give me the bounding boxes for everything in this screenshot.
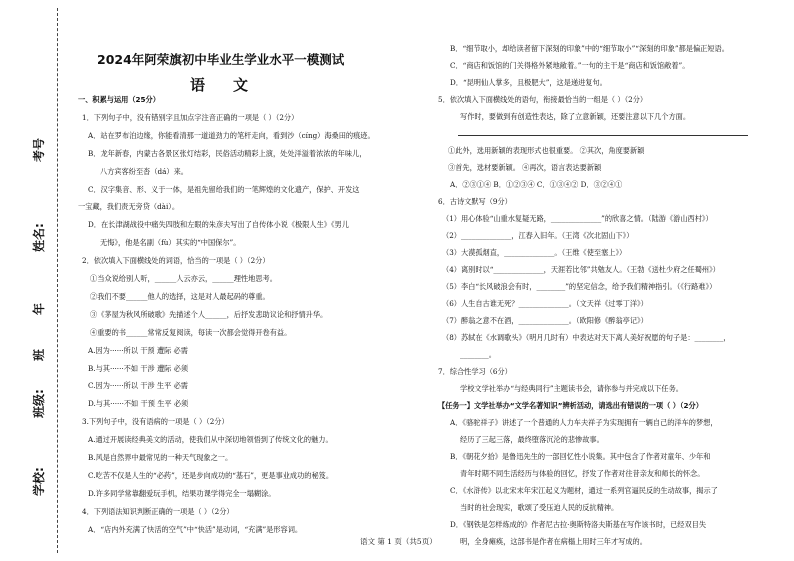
left-line: C.因为······所以 干涉 生平 必需 [88, 381, 188, 391]
left-line: 无悔》，他是名副（fù）其实的“中国保尔”。 [100, 238, 241, 248]
left-line: 1．下列句子中，没有错别字且加点字注音正确的一项是（ ）（2分） [82, 112, 299, 122]
binding-dashed-line [57, 8, 58, 553]
left-line: C.吃苦不仅是人生的“必药”，还是步向成功的“基石”，更是事业成功的秘笈。 [88, 470, 334, 480]
right-line: 当时的社会现实，歌颂了受压迫人民的反抗精神。 [460, 503, 619, 512]
right-line: （7）醉翁之意不在酒，______________。（欧阳修《醉翁亭记》） [442, 316, 648, 325]
left-line: ①当众说给别人听，______人云亦云，______理性地思考。 [90, 274, 277, 283]
right-line: C．“商店和饭馆的门关得格外紧地敞着。”一句的主干是“商店和饭馆敞着”。 [450, 61, 690, 70]
school-label: 学校: [32, 467, 46, 496]
left-line: D．在长津湖战役中痛失四肢和左眼的朱彦夫写出了自传体小说《极限人生》《男儿 [88, 220, 349, 230]
subject-title: 语文 [190, 76, 277, 94]
binding-margin [0, 0, 72, 561]
exam-title: 2024年阿荣旗初中毕业生学业水平一模测试 [97, 52, 345, 67]
left-line: A.通过开展读经典美文的活动，使我们从中深切地领悟到了传统文化的魅力。 [88, 435, 333, 445]
right-line: （1）用心体验“山重水复疑无路，______________”的欣喜之情。（陆游《游山西村》） [442, 214, 713, 223]
left-line: 2．依次填入下面横线处的词语，恰当的一项是（ ）（2分） [82, 256, 270, 266]
right-line: 5．依次填入下面横线处的语句，衔接最恰当的一组是（ ）（2分） [438, 95, 648, 104]
left-line: B.与其······不如 干涉 遭际 必须 [88, 363, 189, 373]
right-line: （8）苏轼在《水调歌头》（明月几时有）中表达对天下离人美好祝愿的句子是：________， [442, 333, 731, 342]
left-line: D.与其······不如 干预 生平 必须 [88, 399, 189, 409]
right-line: D．“昆明仙人掌多，且极肥大”，这是递进复句。 [450, 78, 607, 87]
left-line: ④重要的书______常常反复阅读，每读一次都会觉得开卷有益。 [90, 327, 292, 337]
right-line: （2）______________，江春入旧年。（王湾《次北固山下》） [442, 231, 634, 240]
right-line: D．《钢铁是怎样炼成的》作者尼古拉·奥斯特洛夫斯基在写作该书时，已经双目失 [450, 520, 707, 529]
left-line: ②我们不要______他人的选择，这是对人最起码的尊重。 [90, 291, 270, 301]
right-line: C．《水浒传》以北宋末年宋江起义为题材，通过一系列官逼民反的生动故事，揭示了 [450, 486, 718, 495]
left-line: 4．下列语法知识判断正确的一项是（ ）（2分） [82, 506, 234, 516]
right-line: B．《朝花夕拾》是鲁迅先生的一部回忆性小说集。其中包含了作者对童年、少年和 [450, 452, 711, 461]
page-footer: 语文 第 1 页（共5页） [360, 537, 437, 546]
left-line: C．汉字集音、形、义于一体，是祖先留给我们的一笔辉煌的文化遗产，保护、开发这 [88, 184, 360, 194]
right-line: 写作时，要做到有创造性表达，除了立意新颖，还要注意以下几个方面。 [460, 112, 691, 121]
right-line: （3）大漠孤烟直，______________。（王维《使至塞上》） [442, 248, 627, 257]
left-line: 一、积累与运用（25分） [78, 95, 160, 104]
left-line: 3.下列句子中，没有语病的一项是（ ）（2分） [82, 417, 229, 427]
left-line: 八方宾客纷至沓（dá）来。 [100, 166, 188, 176]
left-line: A．站在罗布泊边缘，你能看清那一道道劲力的笔杆走向，看到沙（cíng）海桑田的痕迹。 [88, 130, 375, 140]
right-line: 学校文学社举办“与经典同行”主题读书会，请你参与并完成以下任务。 [460, 384, 683, 393]
right-line: B．“细节取小，却给读者留下深刻的印象”中的“细节取小”“深刻的印象”都是偏正短语。 [450, 44, 729, 53]
right-line: （5）李白“长风破浪会有时，________”的坚定信念，给予我们精神指引。（《行路难》） [442, 282, 717, 291]
right-line: ①此外，选用新颖的表现形式也很重要。 ②其次，角度要新颖 [448, 146, 645, 155]
right-line: A．《骆驼祥子》讲述了一个普通的人力车夫祥子为实现拥有一辆自己的洋车的梦想， [450, 418, 718, 427]
right-line: ________。 [460, 350, 496, 359]
right-line: 青年时期不同生活经历与体验的回忆，抒发了作者对往昔亲友和师长的怀念。 [460, 469, 705, 478]
left-line: A．“店内外充满了快活的空气”中“快活”是动词，“充满”是形容词。 [88, 524, 303, 534]
class-field-label: 班级: [32, 389, 46, 418]
left-line: B．龙年新春，内蒙古各景区张灯结彩，民俗活动精彩上演，处处洋溢着浓浓的年味儿， [88, 148, 367, 158]
right-line: 明，全身瘫痪，这部书是作者在病榻上用时三年才写成的。 [460, 537, 647, 546]
right-line: 6．古诗文默写（9分） [438, 197, 512, 206]
right-line: 7．综合性学习（6分） [438, 367, 512, 376]
left-line: ③《茅屋为秋风所破歌》先描述个人______，后抒发悲助议论和抒情升华。 [90, 309, 328, 319]
left-line: 一宝藏，我们责无旁贷（dài）。 [78, 202, 180, 212]
right-line: ③首先，选材要新颖。 ④再次，语言表达要新颖 [448, 163, 602, 172]
class-label: 班 [32, 348, 46, 361]
right-line: A．②③①④ B．①②③④ C．①③④② D．③②④① [450, 180, 623, 189]
left-line: D.许多同学常靠翻爱玩手机，结果功课学得完全一塌糊涂。 [88, 488, 276, 498]
right-line: （4）离别时以“______________，天涯若比邻”共勉友人。（王勃《送杜少府之任蜀州》） [442, 265, 720, 274]
right-line: （6）人生自古谁无死？______________。（文天祥《过零丁洋》） [442, 299, 648, 308]
right-line: 【任务一】文学社举办“文学名著知识”辨析活动，请选出有错误的一项（ ）（2分） [438, 401, 703, 410]
grade-label: 年 [32, 302, 46, 315]
answer-line [458, 135, 748, 136]
left-line: B.风是自然界中最常见的一种天气现象之一。 [88, 453, 233, 462]
name-label: 姓名: [32, 223, 46, 252]
left-line: A.因为······所以 干预 遭际 必需 [88, 345, 188, 355]
exam-number-label: 考号 [32, 137, 46, 162]
right-line: 经历了三起三落，最终堕落沉沦的悲惨故事。 [460, 435, 604, 444]
